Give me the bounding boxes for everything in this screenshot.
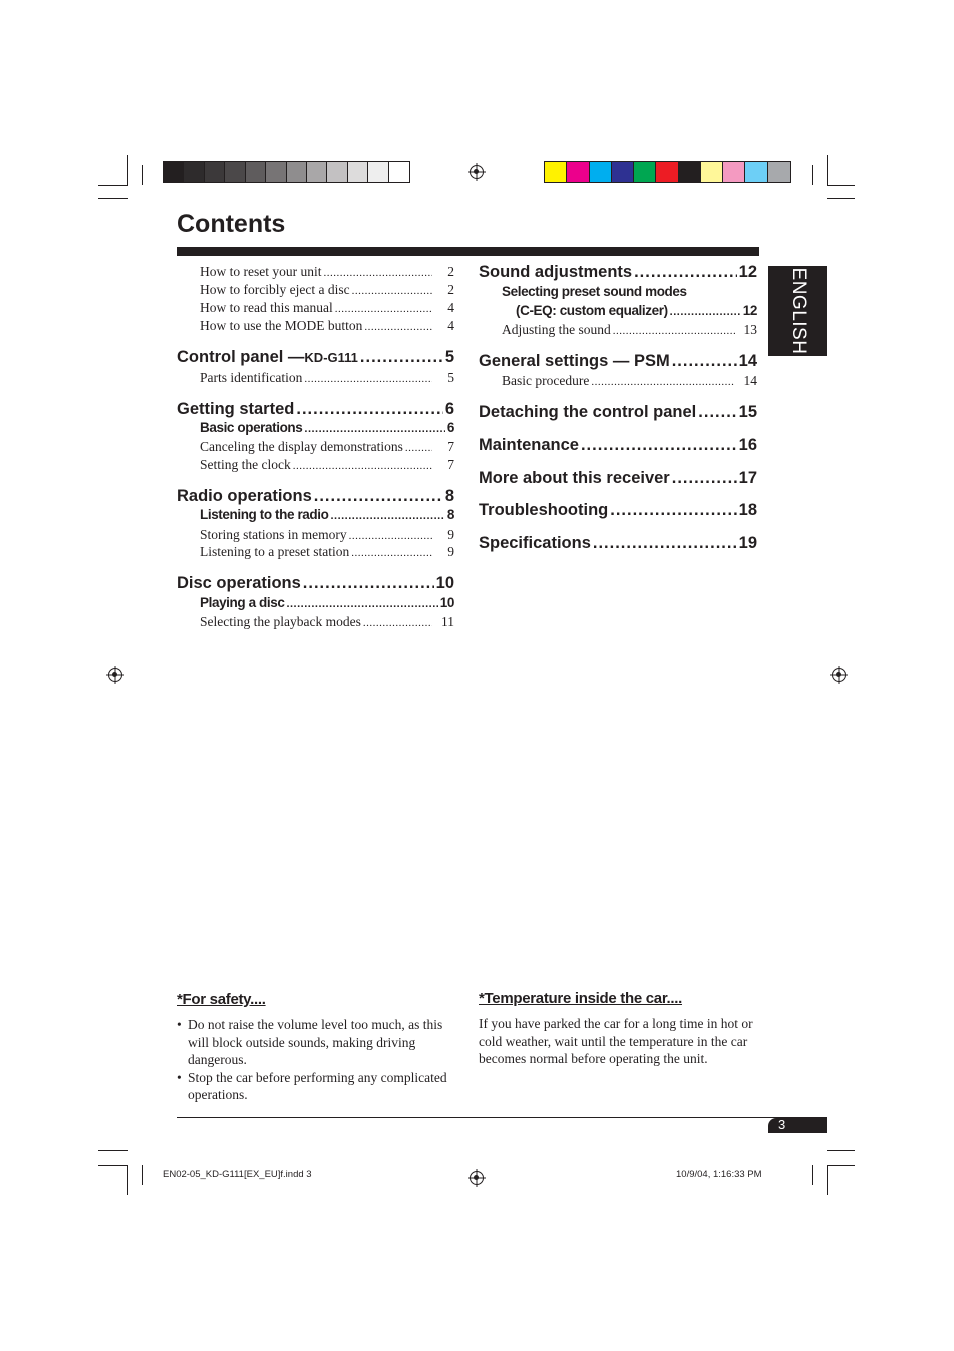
leader-dots xyxy=(698,403,736,422)
language-tab xyxy=(768,266,827,356)
leader-dots xyxy=(670,306,741,318)
toc-section xyxy=(479,403,757,422)
leader-dots xyxy=(364,321,432,333)
leader-dots xyxy=(314,487,443,506)
toc-subsection-label: (C-EQ: custom equalizer) xyxy=(516,303,668,318)
toc-subsection-label: Basic operations xyxy=(200,420,303,435)
toc-section-label: General settings — PSM xyxy=(479,352,670,370)
temperature-text: If you have parked the car for a long time in hot or cold weather, wait until the temperature in the car becomes normal before operating the unit. xyxy=(479,1016,753,1067)
leader-dots xyxy=(304,373,432,385)
toc-section-label: Maintenance xyxy=(479,436,579,454)
toc-item-label: How to use the MODE button xyxy=(200,318,363,333)
toc-section-page: 14 xyxy=(738,352,757,370)
leader-dots xyxy=(610,501,736,520)
toc-section-page: 18 xyxy=(738,501,757,519)
toc-item-label: Parts identification xyxy=(200,370,303,385)
toc-item xyxy=(200,282,454,298)
model-number: KD-G111 xyxy=(304,350,358,365)
toc-item-page: 7 xyxy=(447,439,454,454)
toc-subsection-page: 8 xyxy=(446,507,454,522)
safety-list xyxy=(177,1016,459,1104)
toc-left-column xyxy=(177,0,454,1351)
language-tab-label: ENGLISH xyxy=(787,267,809,355)
toc-item xyxy=(200,614,454,630)
toc-item-label: Listening to a preset station xyxy=(200,544,350,559)
toc-section-page: 17 xyxy=(738,469,757,487)
page-title: Contents xyxy=(177,210,286,238)
toc-item xyxy=(200,439,454,455)
toc-item xyxy=(200,457,454,473)
toc-item-page: 7 xyxy=(447,457,454,472)
toc-section-label: Specifications xyxy=(479,534,591,552)
page-number-tab xyxy=(768,1118,827,1133)
toc-subsection xyxy=(200,420,454,435)
toc-item-label: Selecting the playback modes xyxy=(200,614,361,629)
toc-section xyxy=(479,534,757,553)
leader-dots xyxy=(360,348,443,367)
toc-section-page: 16 xyxy=(738,436,757,454)
toc-section-page: 8 xyxy=(444,487,454,505)
toc-section xyxy=(177,574,454,593)
toc-section xyxy=(479,436,757,455)
toc-item-page: 4 xyxy=(447,318,454,333)
leader-dots xyxy=(330,510,444,522)
toc-subsection-page: 12 xyxy=(742,303,757,318)
toc-section xyxy=(177,487,454,506)
leader-dots xyxy=(335,303,432,315)
toc-item-label: Canceling the display demonstrations xyxy=(200,439,403,454)
toc-section-label: Getting started xyxy=(177,400,295,418)
toc-subsection-page: 10 xyxy=(439,595,454,610)
toc-section xyxy=(479,263,757,282)
toc-item xyxy=(200,527,454,543)
toc-subsection xyxy=(502,284,757,299)
toc-subsection-label: Selecting preset sound modes xyxy=(502,284,687,299)
toc-item xyxy=(200,370,454,386)
registration-mark-icon xyxy=(108,668,122,682)
leader-dots xyxy=(296,400,442,419)
toc-subsection xyxy=(200,595,454,610)
toc-section xyxy=(479,501,757,520)
toc-subsection-label: Playing a disc xyxy=(200,595,285,610)
leader-dots xyxy=(349,530,432,542)
leader-dots xyxy=(634,263,737,282)
toc-section-label: Disc operations xyxy=(177,574,301,592)
leader-dots xyxy=(405,442,432,454)
leader-dots xyxy=(593,534,737,553)
toc-item-label: Storing stations in memory xyxy=(200,527,347,542)
leader-dots xyxy=(293,460,432,472)
toc-section-page: 10 xyxy=(435,574,454,592)
toc-section-label: More about this receiver xyxy=(479,469,670,487)
toc-item-page: 5 xyxy=(447,370,454,385)
toc-section-label: Troubleshooting xyxy=(479,501,609,519)
safety-bullet: • Stop the car before performing any complicated operations. xyxy=(177,1069,459,1104)
toc-item-page: 9 xyxy=(447,527,454,542)
toc-section xyxy=(479,352,757,371)
toc-section-label: Radio operations xyxy=(177,487,312,505)
timestamp-slug: 10/9/04, 1:16:33 PM xyxy=(676,1169,762,1180)
toc-section-page: 15 xyxy=(738,403,757,421)
toc-item xyxy=(200,264,454,280)
toc-item-page: 13 xyxy=(743,322,757,337)
registration-mark-icon xyxy=(832,668,846,682)
safety-heading: *For safety.... xyxy=(177,991,266,1008)
toc-section xyxy=(177,348,454,367)
toc-item-page: 2 xyxy=(447,264,454,279)
bottom-rule xyxy=(177,1117,827,1118)
toc-section-label: Sound adjustments xyxy=(479,263,633,281)
leader-dots xyxy=(286,598,437,610)
toc-subsection xyxy=(516,303,757,318)
safety-bullet: • Do not raise the volume level too much, as this will block outside sounds, making driving dangerous. xyxy=(177,1016,459,1069)
leader-dots xyxy=(303,574,434,593)
temperature-heading: *Temperature inside the car.... xyxy=(479,990,683,1007)
toc-item xyxy=(200,300,454,316)
leader-dots xyxy=(672,469,737,488)
toc-item xyxy=(200,318,454,334)
toc-item-label: How to reset your unit xyxy=(200,264,322,279)
leader-dots xyxy=(351,547,432,559)
toc-section-page: 19 xyxy=(738,534,757,552)
file-slug: EN02-05_KD-G111[EX_EU]f.indd 3 xyxy=(163,1169,312,1180)
toc-section-page: 5 xyxy=(444,348,454,366)
toc-section-page: 6 xyxy=(444,400,454,418)
toc-section xyxy=(479,469,757,488)
toc-item xyxy=(502,322,757,338)
toc-item-page: 11 xyxy=(441,614,454,629)
leader-dots xyxy=(672,352,737,371)
toc-item-page: 2 xyxy=(447,282,454,297)
toc-item-page: 14 xyxy=(743,373,757,388)
toc-section-label: Detaching the control panel xyxy=(479,403,697,421)
page-number: 3 xyxy=(778,1117,786,1132)
toc-item xyxy=(502,373,757,389)
leader-dots xyxy=(363,617,432,629)
toc-item-label: Setting the clock xyxy=(200,457,291,472)
leader-dots xyxy=(323,267,432,279)
toc-item xyxy=(200,544,454,560)
toc-subsection-label: Listening to the radio xyxy=(200,507,329,522)
toc-item-page: 9 xyxy=(447,544,454,559)
toc-section xyxy=(177,400,454,419)
toc-item-label: Basic procedure xyxy=(502,373,590,388)
toc-item-label: Adjusting the sound xyxy=(502,322,611,337)
toc-item-label: How to read this manual xyxy=(200,300,333,315)
leader-dots xyxy=(352,285,432,297)
toc-section-label: Control panel — xyxy=(177,348,305,366)
leader-dots xyxy=(581,436,737,455)
leader-dots xyxy=(613,325,735,337)
toc-subsection xyxy=(200,507,454,522)
toc-item-label: How to forcibly eject a disc xyxy=(200,282,350,297)
leader-dots xyxy=(304,423,445,435)
toc-section-page: 12 xyxy=(738,263,757,281)
leader-dots xyxy=(591,376,735,388)
color-swatch xyxy=(768,162,790,182)
toc-right-column xyxy=(479,0,757,1351)
toc-item-page: 4 xyxy=(447,300,454,315)
toc-subsection-page: 6 xyxy=(446,420,454,435)
